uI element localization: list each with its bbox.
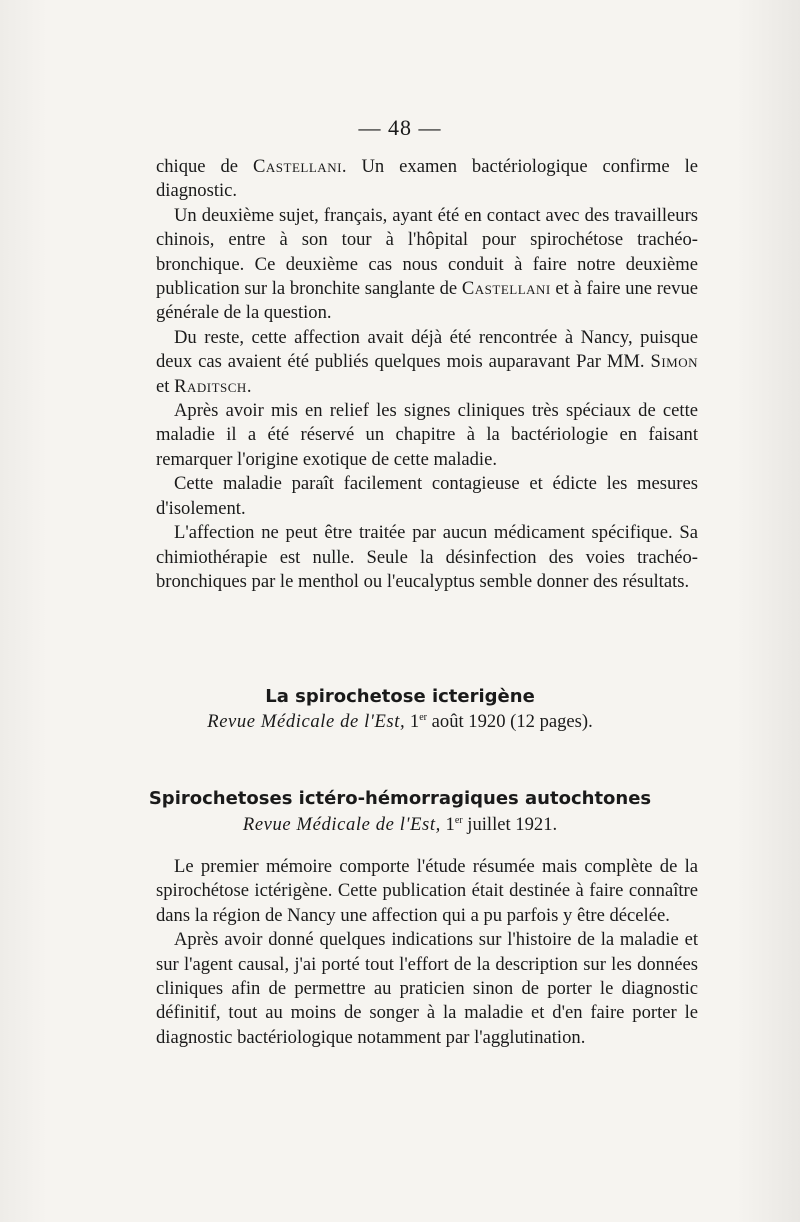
article-2-title: Spirochetoses ictéro-hémorragiques autochtones: [148, 788, 652, 809]
author-name: Castellani: [461, 278, 551, 300]
text-run: et à faire une revue générale de la question.: [156, 278, 699, 324]
author-name: Raditsch: [174, 375, 247, 397]
text-run: chique de: [156, 156, 254, 177]
date-rest: août 1920 (12 pages).: [427, 711, 593, 732]
article-1-source: [0, 711, 800, 733]
paragraph-3: [156, 326, 698, 399]
date-day: 1: [409, 711, 420, 732]
page-number: — 48 —: [358, 115, 442, 140]
date-rest: juillet 1921.: [462, 814, 558, 835]
article-2-source: [0, 814, 800, 836]
paragraph-4: Après avoir mis en relief les signes cliniques très spéciaux de cette maladie il a été réservé un chapitre à la bactériologie en faisant remarquer l'origine exotique de cette maladie.: [156, 400, 698, 470]
date-suffix: er: [454, 814, 463, 826]
journal-name: Revue Médicale de l'Est,: [207, 711, 406, 732]
body-text-section-2: [156, 855, 698, 1050]
text-run: Du reste, cette affection avait déjà été rencontrée à Nancy, puisque deux cas avaient été publiés quelques mois auparavant Par MM.: [156, 326, 698, 373]
paragraph-8: Après avoir donné quelques indications sur l'histoire de la maladie et sur l'agent causal, j'ai porté tout l'effort de la description sur les données cliniques afin de permettre au praticien sinon de porter le diagnostic définitif, tout au moins de songer à la maladie et d'en faire porter le diagnostic bactériologique notamment par l'agglutination.: [156, 929, 698, 1048]
date-day: 1: [445, 814, 455, 835]
text-run: . Un examen bactériologique confirme le diagnostic.: [156, 156, 698, 202]
paragraph-2: [156, 204, 698, 326]
text-run: et: [156, 375, 175, 397]
body-text-section-1: [156, 155, 698, 594]
paragraph-6: L'affection ne peut être traitée par aucun médicament spécifique. Sa chimiothérapie est nulle. Seule la désinfection des voies trachéo-bronchiques par le menthol ou l'eucalyptus semble donner des résultats.: [156, 522, 698, 592]
journal-name: Revue Médicale de l'Est,: [242, 814, 441, 835]
text-run: .: [246, 375, 252, 397]
author-name: Castellani: [253, 156, 342, 177]
text-run: Un deuxième sujet, français, ayant été en contact avec des travailleurs chinois, entre à son tour à l'hôpital pour spirochétose trachéo-bronchique. Ce deuxième cas nous conduit à faire notre deuxième publication sur la bronchite sanglante de: [156, 204, 698, 300]
paragraph-5: Cette maladie paraît facilement contagieuse et édicte les mesures d'isolement.: [156, 473, 698, 519]
paragraph-1: [156, 155, 698, 204]
paragraph-7: Le premier mémoire comporte l'étude résumée mais complète de la spirochétose ictérigène. Cette publication était destinée à faire connaître dans la région de Nancy une affection qui a pu parfois y être décelée.: [156, 856, 698, 926]
article-1-title: La spirochetose icterigène: [265, 686, 535, 707]
author-name: Simon: [650, 351, 698, 373]
date-suffix: er: [419, 711, 427, 723]
